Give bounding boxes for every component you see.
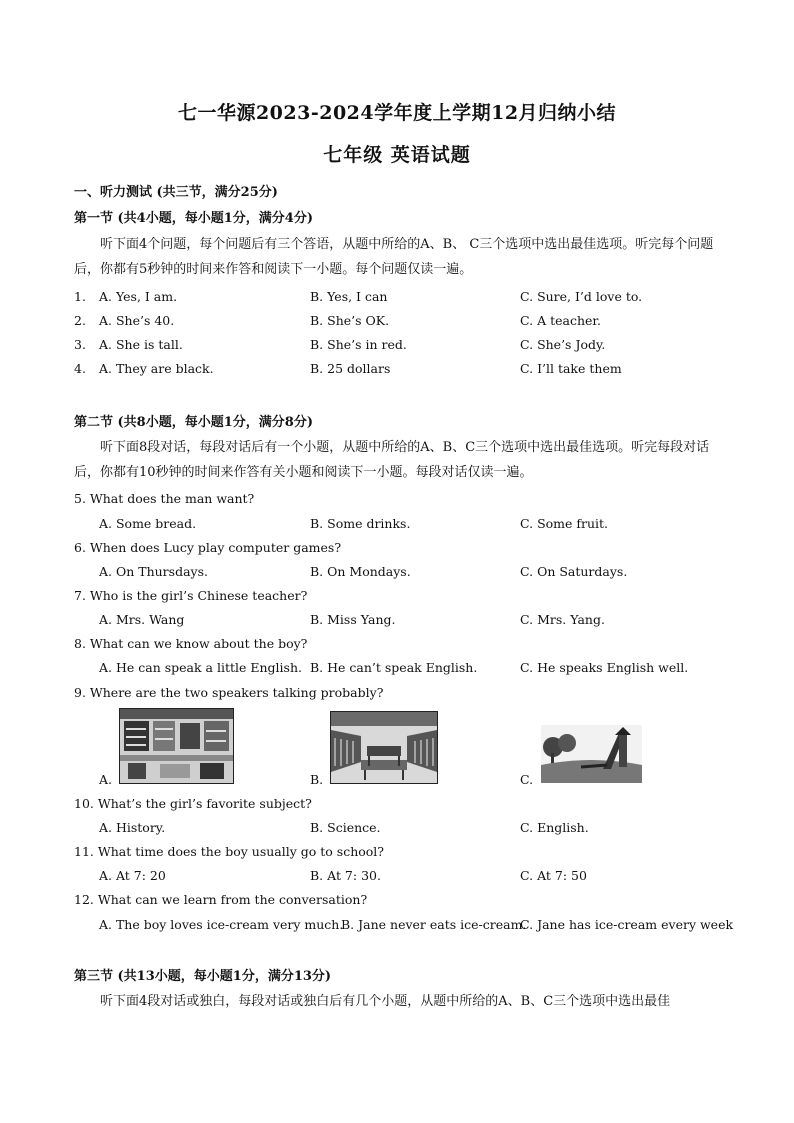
option-b: B. 25 dollars — [310, 361, 391, 376]
section2-heading: 第二节 (共8小题，每小题1分，满分8分) — [74, 415, 313, 430]
option-b: B. — [310, 772, 324, 787]
question-text: 12. What can we learn from the conversation? — [74, 892, 368, 907]
option-c: C. Sure, I’d love to. — [520, 289, 643, 304]
option-a: A. History. — [99, 820, 166, 835]
option-b: B. She’s OK. — [310, 313, 390, 328]
option-b: B. Miss Yang. — [310, 612, 396, 627]
option-a: A. She is tall. — [99, 337, 183, 352]
library-picture — [330, 711, 438, 784]
store-picture — [119, 708, 234, 784]
section3-heading: 第三节 (共13小题，每小题1分，满分13分) — [74, 969, 332, 984]
option-a: A. They are black. — [99, 361, 214, 376]
option-b: B. At 7: 30. — [310, 868, 381, 883]
option-a: A. — [99, 772, 113, 787]
option-b: B. She’s in red. — [310, 337, 407, 352]
option-a: A. She’s 40. — [99, 313, 175, 328]
option-a: A. Mrs. Wang — [99, 612, 185, 627]
section1-instructions: 听下面4个问题，每个问题后有三个答语，从题中所给的A、B、 C三个选项中选出最佳选项。听完每个问题后，你都有5秒钟的时间来作答和阅读下一小题。每个问题仅读一遍。 — [74, 237, 714, 277]
question-text: 9. Where are the two speakers talking probably? — [74, 685, 384, 700]
option-c: C. A teacher. — [520, 313, 601, 328]
option-c: C. At 7: 50 — [520, 868, 587, 883]
exam-title: 七一华源2023-2024学年度上学期12月归纳小结 — [177, 102, 617, 124]
option-c: C. Some fruit. — [520, 516, 609, 531]
question-text: 11. What time does the boy usually go to school? — [74, 844, 385, 859]
option-c: C. I’ll take them — [520, 361, 622, 376]
option-c: C. On Saturdays. — [520, 564, 628, 579]
option-a: A. The boy loves ice-cream very much. — [99, 917, 344, 932]
option-a: A. Some bread. — [99, 516, 197, 531]
option-a: A. At 7: 20 — [99, 868, 166, 883]
section3-instructions: 听下面4段对话或独白，每段对话或独白后有几个小题，从题中所给的A、B、C三个选项中选出最佳 — [100, 994, 671, 1009]
question-text: 5. What does the man want? — [74, 491, 255, 506]
option-c: C. Jane has ice-cream every week — [520, 917, 734, 932]
part1-heading: 一、听力测试 (共三节，满分25分) — [74, 185, 278, 200]
option-c: C. English. — [520, 820, 589, 835]
option-b: B. Some drinks. — [310, 516, 411, 531]
option-b: B. Science. — [310, 820, 381, 835]
option-b: B. Yes, I can — [310, 289, 388, 304]
question-text: 7. Who is the girl’s Chinese teacher? — [74, 588, 308, 603]
question-number: 3. — [74, 337, 86, 352]
option-c: C. Mrs. Yang. — [520, 612, 605, 627]
option-b: B. He can’t speak English. — [310, 660, 478, 675]
section1-heading: 第一节 (共4小题，每小题1分，满分4分) — [74, 211, 313, 226]
exam-subtitle: 七年级 英语试题 — [323, 144, 471, 166]
option-a: A. Yes, I am. — [99, 289, 178, 304]
question-text: 6. When does Lucy play computer games? — [74, 540, 342, 555]
option-c: C. — [520, 772, 534, 787]
option-c: C. She’s Jody. — [520, 337, 606, 352]
option-b: B. Jane never eats ice-cream. — [341, 917, 527, 932]
option-a: A. He can speak a little English. — [99, 660, 302, 675]
option-c: C. He speaks English well. — [520, 660, 689, 675]
question-text: 10. What’s the girl’s favorite subject? — [74, 796, 312, 811]
question-number: 2. — [74, 313, 86, 328]
section2-instructions: 听下面8段对话，每段对话后有一个小题，从题中所给的A、B、C三个选项中选出最佳选项。听完每段对话后，你都有10秒钟的时间来作答有关小题和阅读下一小题。每段对话仅读一遍。 — [74, 440, 710, 480]
question-number: 4. — [74, 361, 86, 376]
playground-picture — [540, 724, 643, 784]
option-a: A. On Thursdays. — [99, 564, 208, 579]
question-text: 8. What can we know about the boy? — [74, 636, 308, 651]
option-b: B. On Mondays. — [310, 564, 411, 579]
question-number: 1. — [74, 289, 86, 304]
